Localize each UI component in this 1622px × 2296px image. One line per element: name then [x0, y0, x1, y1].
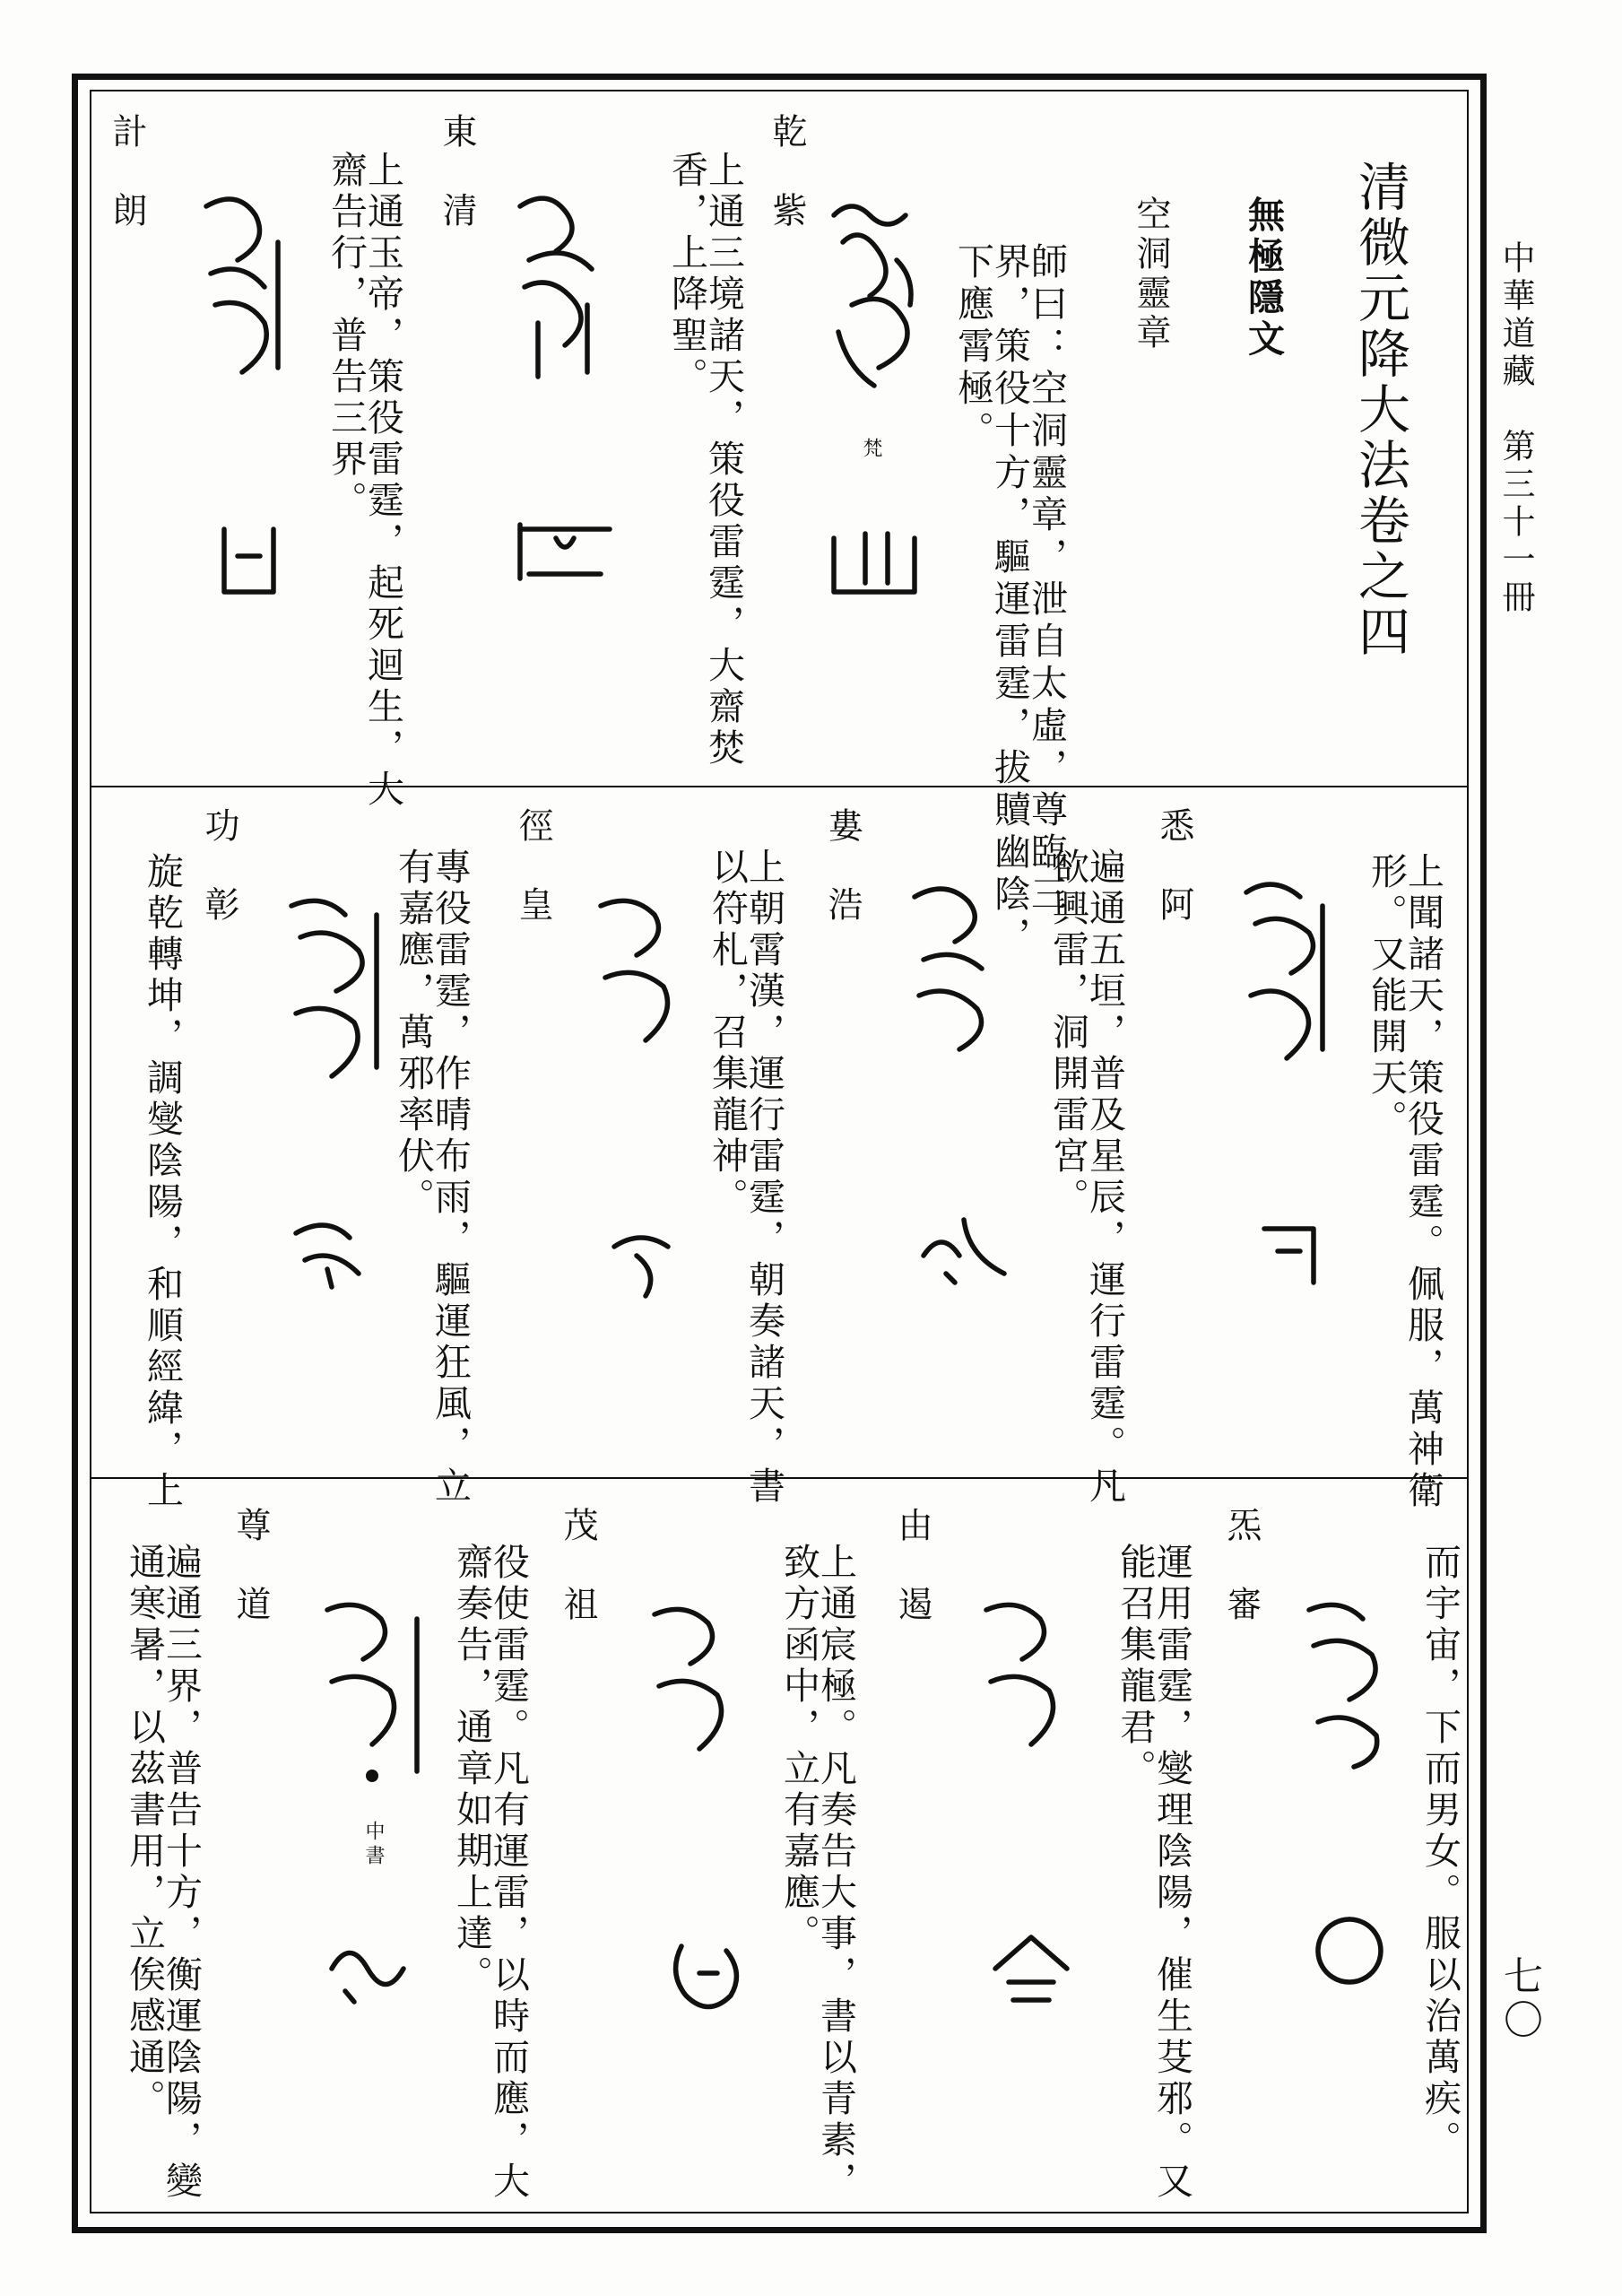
- text-dongqing: 上通玉帝，策役雷霆，起死迴生，大 齋告行，普告三界。: [325, 151, 404, 811]
- talisman-glyph-jinghuang-2: [605, 1220, 686, 1300]
- label-louhao: 婁 浩: [822, 807, 863, 926]
- label-maozu: 茂 祖: [558, 1507, 598, 1625]
- circle-glyph-xishen: [1309, 1910, 1390, 1991]
- text-qianzi: 上通三境諸天，策役雷霆，大齋焚 香，上降聖。: [665, 151, 745, 770]
- talisman-glyph-jinghuang-1: [592, 888, 690, 1058]
- note-zhongshu: 中書: [362, 1821, 385, 1869]
- talisman-glyph-dongqing-2: [511, 516, 619, 587]
- label-jinghuang: 徑 皇: [513, 807, 553, 926]
- intro-text: 師曰：空洞靈章，泄自太虛，尊臨三 界，策役十方，驅運雷霆，拔贖幽陰， 下應霄極。: [951, 242, 1068, 959]
- running-header: 中華道藏 第三十一冊: [1496, 240, 1535, 617]
- page-title: 清微元降大法卷之四: [1349, 160, 1410, 660]
- label-gongzhang: 功 彰: [199, 807, 239, 926]
- section-heading: 無極隱文: [1242, 196, 1285, 361]
- text-xia: 遍通五垣，普及星辰，運行雷霆。凡 欲興雷，洞開雷宮。: [1046, 848, 1126, 1508]
- label-qianzi: 乾 紫: [767, 113, 807, 231]
- text-jinghuang: 專役雷霆，作晴布雨，驅運狂風，立 有嘉應，萬邪率伏。: [392, 848, 472, 1508]
- text-maozu: 役使雷霆。凡有運雷，以時而應，大 齋奏告，通章如期上達。: [450, 1543, 530, 2203]
- note-fan: 梵: [860, 438, 882, 462]
- band-divider-upper: [90, 786, 1469, 787]
- continuation-middle: 上聞諸天，策役雷霆。佩服，萬神衛 形。又能開天。: [1365, 852, 1444, 1512]
- talisman-glyph-dongqing-1: [511, 188, 610, 386]
- talisman-glyph-qianzi-2: [825, 520, 924, 601]
- talisman-glyph-maozu-2: [664, 1928, 753, 2027]
- text-louhao: 上朝霄漢，運行雷霆，朝奏諸天，書 以符札，召集龍神。: [706, 848, 785, 1508]
- talisman-glyph-youhe-2: [986, 1928, 1076, 2009]
- talisman-glyph-jilang-1: [193, 188, 291, 386]
- talisman-glyph-zundao-2: [323, 1928, 412, 2009]
- text-gongzhang: 旋乾轉坤，調燮陰陽，和順經緯，上: [141, 852, 184, 1512]
- text-zundao: 遍通三界，普告十方，衡運陰陽，變 通寒暑，以茲書用，立俟感通。: [123, 1543, 203, 2203]
- talisman-glyph-jilang-2: [211, 520, 282, 601]
- text-youhe: 上通宸極。凡奏告大事，書以青素， 致方函中，立有嘉應。: [777, 1543, 857, 2203]
- label-dongqing: 東 清: [437, 113, 477, 231]
- talisman-glyph-zundao-1: [318, 1592, 435, 1798]
- talisman-glyph-xishen-1: [1300, 1592, 1399, 1771]
- continuation-bottom: 而宇宙，下而男女。服以治萬疾。: [1418, 1543, 1462, 2161]
- talisman-glyph-louhao-2: [915, 1211, 1013, 1292]
- label-zundao: 尊 道: [230, 1507, 271, 1625]
- talisman-glyph-gongzhang-1: [282, 888, 390, 1085]
- label-xishen: 炁 審: [1221, 1507, 1262, 1625]
- talisman-glyph-maozu-1: [646, 1596, 744, 1776]
- talisman-glyph-xia-1: [1237, 870, 1336, 1067]
- text-xishen: 運用雷霆，燮理陰陽，催生芟邪。又 能召集龍君。: [1114, 1543, 1193, 2203]
- talisman-glyph-youhe-1: [977, 1592, 1076, 1771]
- intro-label: 空洞靈章: [1131, 196, 1171, 353]
- page-number: 七〇: [1496, 1955, 1542, 2043]
- talisman-glyph-xia-2: [1251, 1211, 1331, 1292]
- label-jilang: 計 朗: [107, 113, 147, 231]
- label-xia: 悉 阿: [1154, 807, 1194, 926]
- talisman-glyph-qianzi-1: [825, 188, 932, 395]
- label-youhe: 由 遏: [892, 1507, 932, 1625]
- talisman-glyph-gongzhang-2: [287, 1211, 377, 1292]
- talisman-glyph-louhao-1: [906, 879, 1004, 1058]
